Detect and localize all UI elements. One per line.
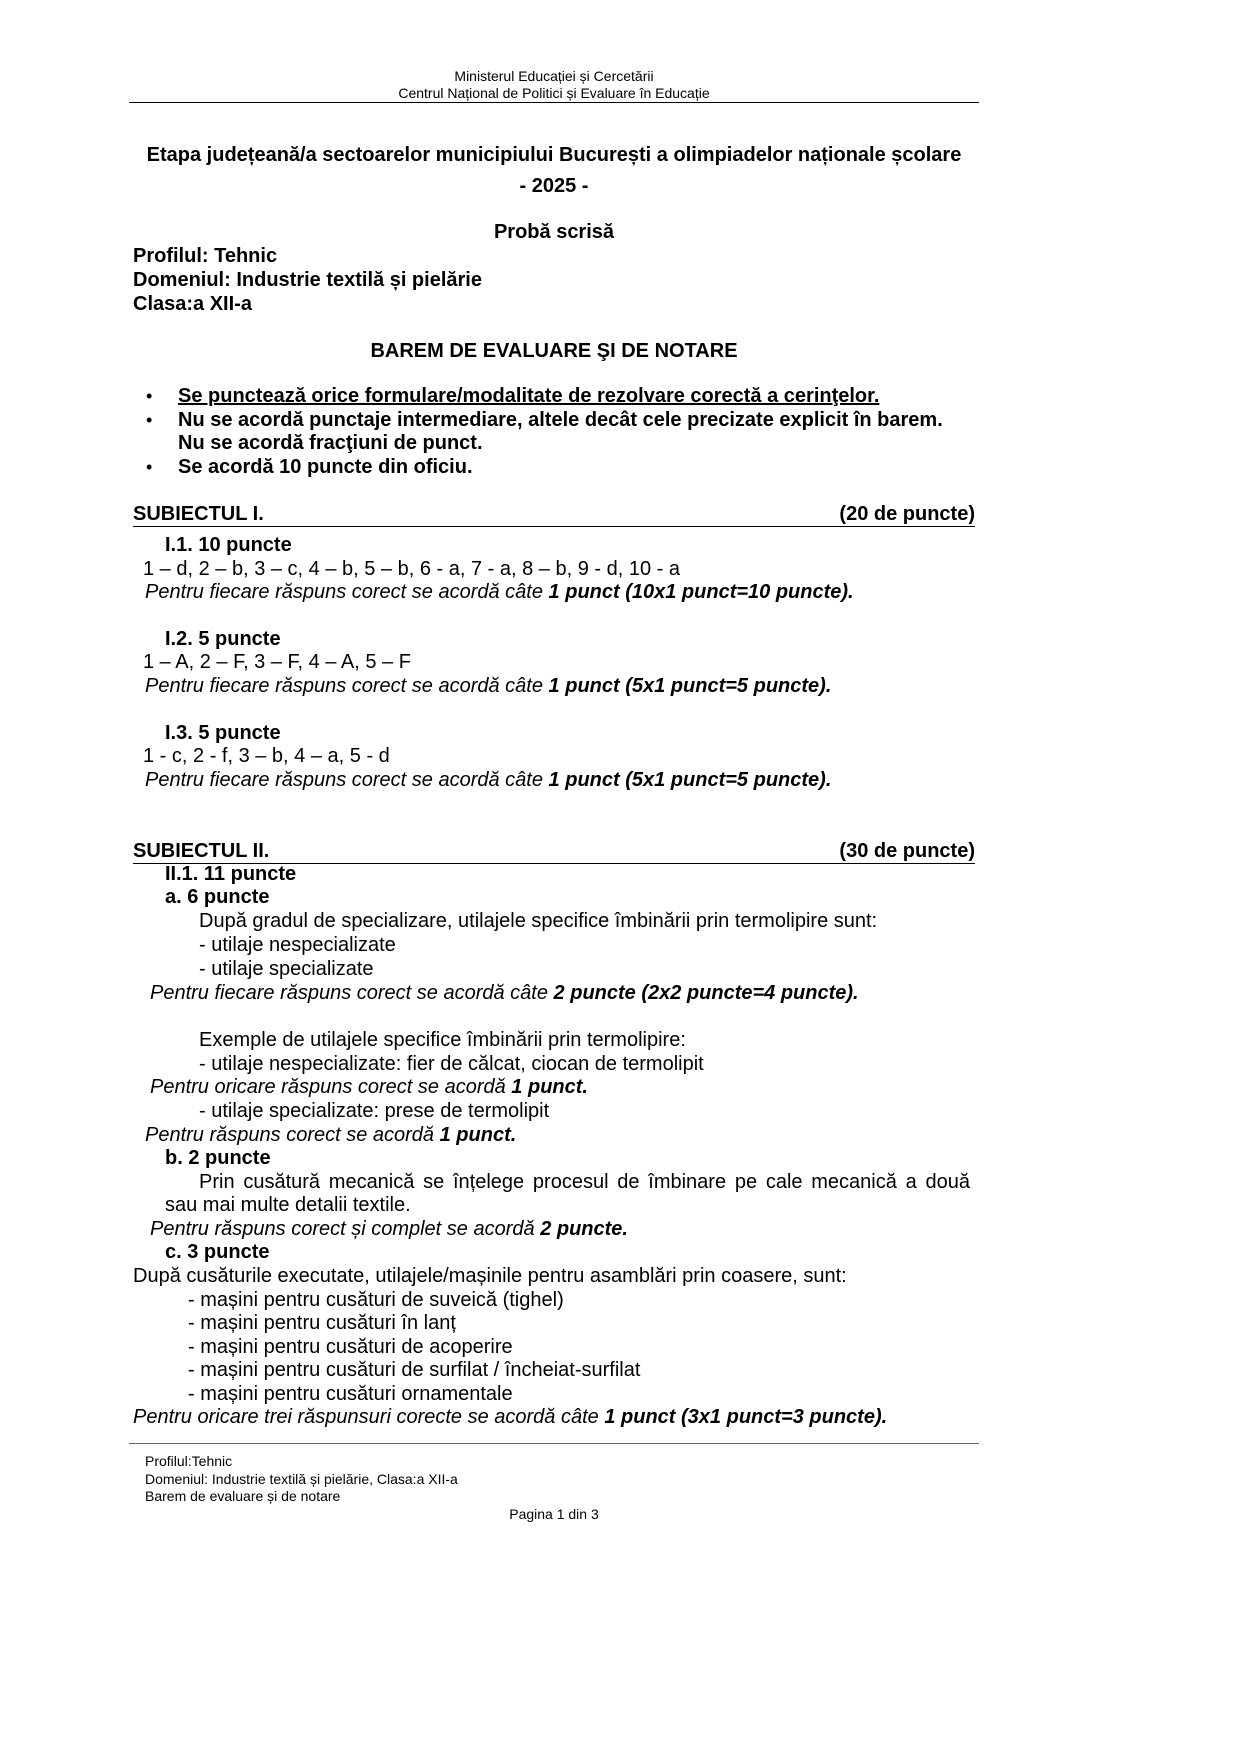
barem-line: [133, 1405, 887, 1429]
barem-line: [165, 1193, 411, 1217]
barem-line-text: - mașini pentru cusături de suveică (tighel): [188, 1289, 564, 1311]
barem-line-text: Pentru fiecare răspuns corect se acordă câte: [150, 982, 554, 1004]
barem-line-text: După gradul de specializare, utilajele specifice îmbinării prin termolipire sunt:: [199, 910, 878, 932]
barem-line: [165, 1240, 269, 1264]
barem-line-text: 1 – A, 2 – F, 3 – F, 4 – A, 5 – F: [143, 651, 411, 673]
barem-line-emphasis: I.1. 10 puncte: [165, 534, 292, 556]
barem-line-text: Pentru răspuns corect și complet se acordă: [150, 1218, 541, 1240]
barem-line: [199, 933, 396, 957]
barem-line-emphasis: 1 punct.: [511, 1076, 588, 1098]
class: Clasa:a XII-a: [133, 293, 252, 315]
barem-line: [165, 721, 281, 745]
document-year: - 2025 -: [519, 175, 589, 197]
barem-line: [188, 1382, 513, 1406]
barem-line: [165, 627, 281, 651]
barem-line-text: Pentru fiecare răspuns corect se acordă câte: [145, 769, 549, 791]
barem-line: [165, 885, 269, 909]
barem-line-emphasis: 1 punct.: [439, 1124, 517, 1146]
barem-line-text: - mașini pentru cusături în lanț: [188, 1312, 456, 1334]
barem-line: [145, 580, 854, 604]
barem-line-text: Pentru oricare trei răspunsuri corecte se acordă câte: [133, 1406, 605, 1428]
barem-line-text: Exemple de utilajele specifice îmbinării prin termolipire:: [199, 1029, 686, 1051]
footer-profile: Profilul:Tehnic: [145, 1453, 233, 1469]
rule-item: Nu se acordă fracţiuni de punct.: [178, 432, 483, 454]
section-title: SUBIECTUL II.: [133, 840, 270, 862]
barem-line-text: sau mai multe detalii textile.: [165, 1194, 411, 1216]
footer-domain: Domeniul: Industrie textilă și pielărie, Clasa:a XII-a: [145, 1471, 458, 1487]
barem-line-text: Pentru răspuns corect se acordă: [145, 1124, 440, 1146]
page-number: Pagina 1 din 3: [509, 1506, 599, 1522]
barem-line-text: - utilaje nespecializate: [199, 934, 396, 956]
barem-line-text: Pentru oricare răspuns corect se acordă: [150, 1076, 512, 1098]
bullet-icon: •: [146, 457, 153, 477]
barem-line: [150, 1217, 628, 1241]
barem-line-emphasis: 1 punct (3x1 punct=3 puncte).: [604, 1406, 888, 1428]
section-points: (20 de puncte): [839, 503, 975, 525]
barem-line: [199, 1170, 970, 1194]
bullet-icon: •: [146, 386, 153, 406]
barem-line: [150, 981, 859, 1005]
barem-line: [199, 1099, 549, 1123]
exam-type: Probă scrisă: [493, 221, 615, 243]
barem-line-text: 1 – d, 2 – b, 3 – c, 4 – b, 5 – b, 6 - a, 7 - a, 8 – b, 9 - d, 10 - a: [143, 558, 680, 580]
barem-line: [133, 1264, 847, 1288]
footer-rule: [129, 1443, 979, 1444]
barem-line: [165, 862, 296, 886]
barem-line-emphasis: 2 puncte (2x2 puncte=4 puncte).: [553, 982, 859, 1004]
barem-line-emphasis: 2 puncte.: [540, 1218, 628, 1240]
barem-heading: BAREM DE EVALUARE ŞI DE NOTARE: [370, 340, 738, 362]
barem-line-emphasis: 1 punct (10x1 punct=10 puncte).: [548, 581, 854, 603]
barem-line-emphasis: 1 punct (5x1 punct=5 puncte).: [548, 769, 832, 791]
document-title: Etapa județeană/a sectoarelor municipiului București a olimpiadelor naționale școlare: [146, 144, 962, 166]
barem-line-text: - mașini pentru cusături de acoperire: [188, 1336, 513, 1358]
barem-line-emphasis: 1 punct (5x1 punct=5 puncte).: [548, 675, 832, 697]
barem-line-text: - utilaje specializate: prese de termolipit: [199, 1100, 550, 1122]
bullet-icon: •: [146, 410, 153, 430]
barem-line-text: Prin cusătură mecanică se înțelege procesul de îmbinare pe cale mecanică a două: [199, 1171, 970, 1193]
rule-item: Se acordă 10 puncte din oficiu.: [178, 456, 473, 478]
barem-line: [143, 650, 411, 674]
section-title: SUBIECTUL I.: [133, 503, 264, 525]
section-heading-subiect-2: [133, 839, 975, 864]
section-points: (30 de puncte): [839, 840, 975, 862]
header-rule: [129, 102, 979, 103]
center-name: Centrul Național de Politici și Evaluare în Educație: [398, 85, 710, 101]
footer-doc-type: Barem de evaluare și de notare: [145, 1488, 341, 1504]
barem-line: [199, 957, 374, 981]
barem-line: [143, 744, 390, 768]
barem-line: [145, 674, 831, 698]
barem-line-emphasis: c. 3 puncte: [165, 1241, 270, 1263]
ministry-name: Ministerul Educației și Cercetării: [454, 68, 654, 84]
domain: Domeniul: Industrie textilă și pielărie: [133, 269, 482, 291]
barem-line: [145, 768, 831, 792]
barem-line-text: - mașini pentru cusături ornamentale: [188, 1383, 513, 1405]
barem-line-emphasis: b. 2 puncte: [165, 1147, 271, 1169]
barem-line: [143, 557, 680, 581]
barem-line: [188, 1311, 456, 1335]
barem-line: [188, 1335, 513, 1359]
barem-line: [199, 909, 877, 933]
barem-line-emphasis: I.2. 5 puncte: [165, 628, 281, 650]
barem-line: [165, 1146, 271, 1170]
barem-line-text: După cusăturile executate, utilajele/mașinile pentru asamblări prin coasere, sunt:: [133, 1265, 847, 1287]
barem-line-text: 1 - c, 2 - f, 3 – b, 4 – a, 5 - d: [143, 745, 390, 767]
profile: Profilul: Tehnic: [133, 245, 278, 267]
barem-line-emphasis: I.3. 5 puncte: [165, 722, 281, 744]
barem-line: [188, 1288, 564, 1312]
barem-line: [188, 1358, 640, 1382]
barem-line: [165, 533, 292, 557]
barem-line-text: - mașini pentru cusături de surfilat / încheiat-surfilat: [188, 1359, 641, 1381]
barem-line-text: Pentru fiecare răspuns corect se acordă câte: [145, 581, 549, 603]
barem-line-text: - utilaje nespecializate: fier de călcat, ciocan de termolipit: [199, 1053, 704, 1075]
barem-line: [199, 1028, 686, 1052]
rule-item: Se punctează orice formulare/modalitate de rezolvare corectă a cerinţelor.: [178, 385, 880, 407]
barem-line-emphasis: a. 6 puncte: [165, 886, 270, 908]
barem-line: [199, 1052, 704, 1076]
section-heading-subiect-1: [133, 502, 975, 527]
barem-line: [145, 1123, 516, 1147]
rule-item: Nu se acordă punctaje intermediare, altele decât cele precizate explicit în barem.: [178, 409, 943, 431]
barem-line-emphasis: II.1. 11 puncte: [165, 863, 297, 885]
barem-line-text: - utilaje specializate: [199, 958, 374, 980]
barem-line: [150, 1075, 588, 1099]
barem-line-text: Pentru fiecare răspuns corect se acordă câte: [145, 675, 549, 697]
